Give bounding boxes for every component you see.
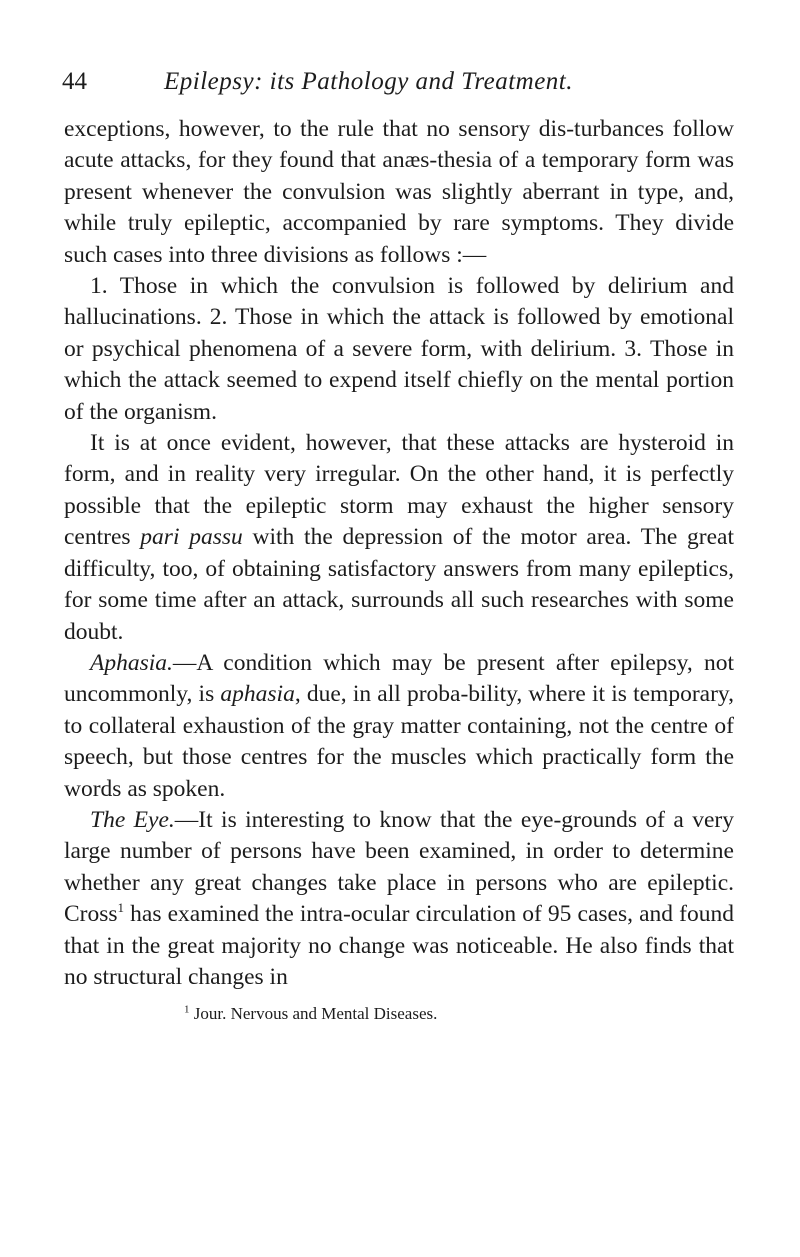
page-header <box>64 60 734 104</box>
paragraph-divisions: 1. Those in which the convulsion is followed by delirium and hallucinations. 2. Those in which the attack is followed by emotional or psychical phenomena of a severe form, with delirium. 3. Those in which the attack seemed to expend itself chiefly on the mental portion of the organism. <box>64 273 734 425</box>
paragraph-text: , due, in all proba-bility, where it is temporary, to collateral exhaustion of the gray matter containing, not the centre of speech, but those centres for the muscles which practically form the words as spoken. <box>64 681 734 802</box>
latin-phrase: pari passu <box>140 524 243 551</box>
footnote-marker: 1 <box>184 1003 190 1016</box>
italic-term: aphasia <box>220 681 295 708</box>
footnote-reference: 1 <box>117 900 125 916</box>
paragraph-text: —It is interesting to know that the eye-grounds of a very large number of persons have been examined, in order to determine whether any great changes take place in persons who are epileptic. Cross <box>64 806 734 928</box>
section-heading-eye: The Eye. <box>90 806 175 833</box>
paragraph-continuation: exceptions, however, to the rule that no sensory dis-turbances follow acute attacks, for they found that anæs-thesia of a temporary form was present whenever the convulsion was slightly aberrant in type, and, while truly epileptic, accompanied by rare symptoms. They divide such cases into three divisions as follows :— <box>64 116 734 268</box>
paragraph-aphasia <box>64 648 734 805</box>
body-text <box>64 114 734 993</box>
page-number: 44 <box>62 68 87 95</box>
paragraph-eye <box>64 805 734 993</box>
paragraph-text: with the depression of the motor area. The great difficulty, too, of obtaining satisfactory answers from many epileptics, for some time after an attack, surrounds all such researches with some doubt. <box>64 524 734 645</box>
paragraph-text: has examined the intra-ocular circulation of 95 cases, and found that in the great majority no change was noticeable. He also finds that no structural changes in <box>64 901 734 990</box>
running-title: Epilepsy: its Pathology and Treatment. <box>164 68 574 95</box>
paragraph-text: —A condition which may be present after epilepsy, not uncommonly, is <box>64 649 734 708</box>
section-heading-aphasia: Aphasia. <box>90 649 173 676</box>
footnote <box>64 1003 734 1025</box>
footnote-text: Jour. Nervous and Mental Diseases. <box>189 1004 438 1024</box>
book-page <box>64 60 734 1025</box>
paragraph-hysteroid <box>64 428 734 648</box>
paragraph-text: It is at once evident, however, that these attacks are hysteroid in form, and in reality very irregular. On the other hand, it is perfectly possible that the epileptic storm may exhaust the higher sensory centres <box>64 430 734 551</box>
